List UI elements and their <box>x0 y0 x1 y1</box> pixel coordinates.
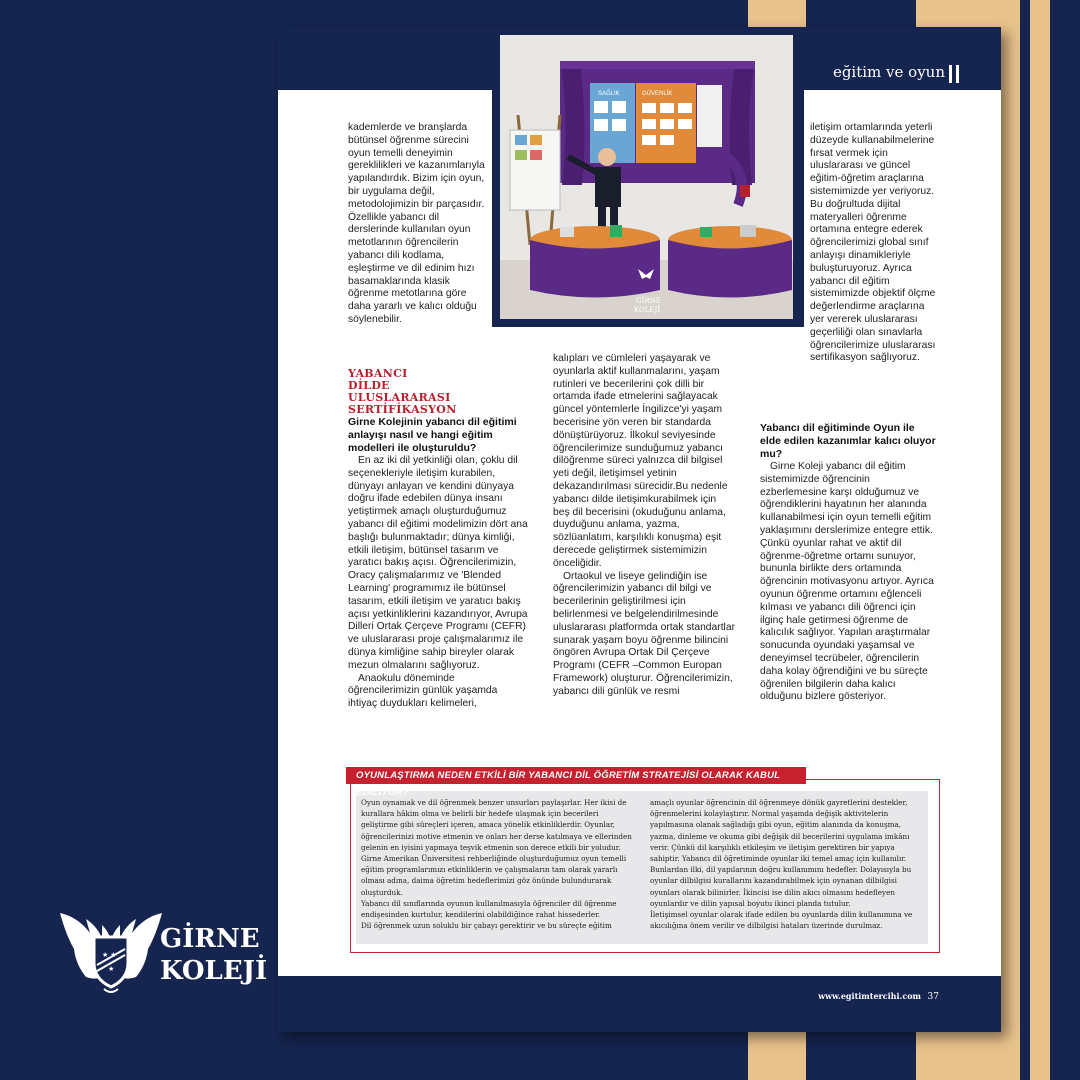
photo-logo-line2: KOLEJİ <box>634 306 661 314</box>
col1-paragraph: Anaokulu döneminde öğrencilerimizin günlük yaşamda ihtiyaç duydukları kelimeleri, <box>348 672 498 710</box>
column-1 <box>348 368 528 711</box>
section-tag: eğitim ve oyun <box>832 63 945 81</box>
board-label-right: GÜVENLİK <box>642 91 673 97</box>
col1-intro-text: kademlerde ve branşlarda bütünsel öğrenme sürecini oyun temelli deneyimin gereklilikleri ve kazanımlarıyla yapılandırdık. Bizim için oyun, bir uygulama değil, metodolojimizin bir parçasıdır. Özellikle yabancı dil derslerinde kullanılan oyun metotlarının öğrencilerin yabancı dili kodlama, eşleştirme ve dil edinim hızı basamaklarında klasik öğrenme metotlarına göre daha yararlı ve kalıcı olduğu söylenebilir. <box>348 122 485 325</box>
question-heading: Girne Kolejinin yabancı dil eğitimi anlayışı nasıl ve hangi eğitim modelleri ile oluşturuldu? <box>348 416 517 454</box>
brand-name-line1: GİRNE <box>160 924 260 954</box>
svg-text:★ ★: ★ ★ <box>102 952 117 959</box>
photo-logo-line1: GİRNE <box>636 297 661 305</box>
column-3 <box>760 422 936 704</box>
col2-paragraph: Ortaokul ve liseye gelindiğin ise öğrencilerimizin yabancı dil bilgi ve becerilerinin geliştirilmesi için belirlenmesi ve belgelendirilmesinde uluslararası platformda ortak standartlar sunarak yaşam boyu öğrenme bilincini öngören Avrupa Ortak Dil Çerçeve Programı (CEFR –Common Europan Framework) oluşturur. Öğrencilerimizin, yabancı dili günlük ve resmi <box>553 570 735 697</box>
info-box-paragraph: Yabancı dil sınıflarında oyunun kullanılmasıyla öğrenciler dil öğrenme endişesinden kurtulur, kendilerini olabildiğince rahat hissederler. <box>361 898 617 920</box>
col3-intro-text: iletişim ortamlarında yeterli düzeyde kullanabilmelerine fırsat vermek için uluslararası ve güncel eğitim-öğretim araçlarına sistemimizde yer veriyoruz. Bu doğrultuda dijital materyalleri öğrenme ortamına entegre ederek öğrencilerimizi global sınıf anlayışı dinamikleriyle buluşturuyoruz. Ayrıca yabancı dil eğitim sistemimizde objektif ölçme değerlendirme araçlarına yer vererek uluslararası geçerliliği olan sınavlarla öğrencilerimize uluslararası sertifikasyon sağlıyoruz. <box>810 122 936 364</box>
page-number: 37 <box>927 992 939 1002</box>
section-bars-icon <box>949 65 959 83</box>
eagle-crest-icon <box>56 905 266 997</box>
column-3-intro <box>810 122 936 365</box>
info-box-paragraph: İletişimsel oyunlar olarak ifade edilen bu oyunlarda dilin kullanımına ve akıcılığına önem verilir ve dilbilgisi hataları üzerinde durulmaz. <box>650 910 913 931</box>
page-footer <box>818 991 939 1002</box>
board-label-left: SAĞLIK <box>598 91 620 97</box>
classroom-photo <box>500 35 793 319</box>
col2-paragraph: kalıpları ve cümleleri yaşayarak ve oyunlarla aktif kullanmalarını, yaşam rutinleri ve becerilerini çok dilli bir ortamda ifade etmelerini sağlayacak güncel yöntemlerle İngilizce'yi yaşam becerisine yön veren bir standarda dönüştürüyoruz. İlkokul seviyesinde öğrencilerimize sunduğumuz yabancı dilöğrenme süreci yalnızca dil bilgisel yeti değil, iletişimsel yetinin dekazandırılması sürecidir.Bu nedenle yabancı dilde iletişimkurabilmek için beş dil becerisini (okuduğunu anlama, duyduğunu anlama, yazma, sözlüanlatım, karşılıklı konuşma) eşit derecede geliştirmek sistemimizin önceliğidir. <box>553 353 728 569</box>
info-box-paragraph: Oyun oynamak ve dil öğrenmek benzer unsurları paylaşırlar. Her ikisi de kurallara hâkim olma ve belirli bir hedefe ulaşmak için becerileri geliştirme gibi süreçleri içeren, amaca yönelik etkinliklerdir. Oyunlar, öğrencilerinizi motive etmenin ve onları her derse katılmaya ve ellerinden gelenin en iyisini yapmaya teşvik etmenin son derece etkili bir yoludur. Girne Amerikan Üniversitesi rehberliğinde oluşturduğumuz oyun temelli eğitim programlarımızı etkinliklerin ve çalışmaların tam olarak yararlı olması adına, daima öğretim hedeflerimizi göz önünde bulundurarak oluşturduk. <box>361 798 632 897</box>
info-box-left-column <box>361 797 636 931</box>
brand-name-line2: KOLEJİ <box>160 956 266 986</box>
col3-paragraph: Girne Koleji yabancı dil eğitim sistemimizde öğrencinin ezberlemesine karşı olduğumuz ve öğrendiklerini hayatının her alanında kullanabilmesi için oyun temelli eğitim yaklaşımını derslerimize entegre ettik. Çünkü oyunlar rahat ve aktif dil öğrenme-öğretme ortamı sunuyor, bununla birlikte ders ortamında öğrencinin motivasyonu artıyor. Ayrıca oyunun öğrenme ortamını eğlenceli kılması ve yabancı dili öğrenci için ilginç hale getirmesi öğrenme de kalıcılık sağlıyor. Yapılan araştırmalar sonucunda oyundaki yaşamsal ve deneyimsel tecrübeler, öğrencilerin daha kolay öğrendiğini ve bu süreçte öğrenilen bilgilerin daha kalıcı olduğunu bizlere gösteriyor. <box>760 461 934 703</box>
svg-text:★: ★ <box>108 966 115 973</box>
background-stripe-navy <box>1020 0 1030 1080</box>
info-box-paragraph: Dil öğrenmek uzun soluklu bir çabayı gerektirir ve bu süreçte eğitim <box>361 921 612 931</box>
info-box-paragraph: amaçlı oyunlar öğrencinin dil öğrenmeye dönük gayretlerini destekler, öğrenmelerini kolaylaştırır. Normal yaşamda değişik aktivitelerin yapılmasına olanak sağladığı gibi oyun, eğitim alanında da konuşma, yazma, dinleme ve okuma gibi değişik dil becerilerini uygulama imkânı verir. Çünkü dil karşılıklı etkileşim ve iletişim gerektiren bir yapıya sahiptir. Yabancı dil öğretiminde oyunlar iki temel amaç için kullanılır. Bunlardan ilki, dil yapılarının doğru kullanımını hedefler. Dolayısıyla bu oyunlar dilbilgisi kurallarını kazandırabilmek için oynanan dilbilgisi oyunları olarak bilinirler. İkincisi ise dilin akıcı olmasını hedefleyen oyunlardır ve dilin yapısal boyutu ikinci planda tutulur. <box>650 798 912 908</box>
classroom-illustration <box>500 35 793 319</box>
background-stripe-navy <box>1050 0 1080 1080</box>
info-box-title: OYUNLAŞTIRMA NEDEN ETKİLİ BİR YABANCI DİL ÖĞRETİM STRATEJİSİ OLARAK KABUL EDİLİYOR? <box>346 767 806 784</box>
brand-logo <box>56 905 266 997</box>
column-2 <box>553 353 735 699</box>
background-stripe-gold <box>1030 0 1050 1080</box>
magazine-page <box>278 27 1001 1032</box>
page-footer-band <box>278 976 1001 1032</box>
col1-paragraph: En az iki dil yetkinliği olan, çoklu dil seçenekleriyle iletişim kurabilen, dünyayı anlayan ve kendini dünyaya doğru ifade edebilen dünya insanı yetiştirmek amaçlı oluşturduğumuz yabancı dil eğitimi modelimizin dört ana başlığı bulunmaktadır; dünya kimliği, etkili iletişim, bütünsel tasarım ve yaratıcı bakış açısı. Öğrencilerimizin, Oracy çalışmalarımız ve 'Blended Learning' programımız ile bütünsel tasarım, etkili iletişim ve yaratıcı bakış açısı yetkinliklerini kazandırıyor, Avrupa Dilleri Ortak Çerçeve Programı (CEFR) ve uluslararası proje çalışmalarımız ile dünya kimliğine sahip bireyler olarak mezun olmalarını sağlıyoruz. <box>348 455 528 671</box>
info-box-right-column <box>650 797 925 931</box>
footer-url: www.egitimtercihi.com <box>818 991 921 1001</box>
question-heading: Yabancı dil eğitiminde Oyun ile elde edilen kazanımlar kalıcı oluyor mu? <box>760 422 936 460</box>
section-heading: YABANCI DİLDE ULUSLARARASI SERTİFİKASYON <box>348 367 457 416</box>
column-1-intro <box>348 122 488 327</box>
